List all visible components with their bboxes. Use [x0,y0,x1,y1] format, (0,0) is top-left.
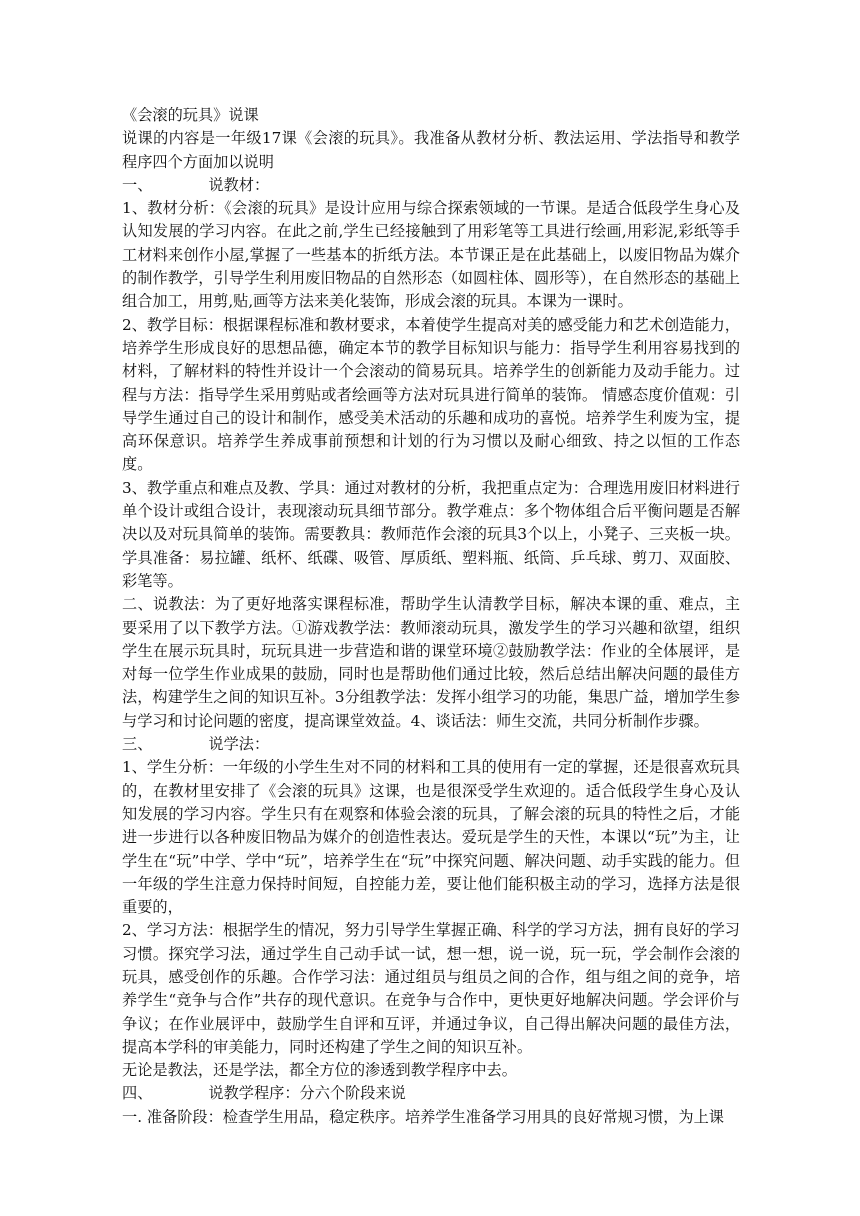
paragraph-material-analysis: 1、教材分析：《会滚的玩具》是设计应用与综合探索领域的一节课。是适合低段学生身心及认知发展的学习内容。在此之前,学生已经接触到了用彩笔等工具进行绘画,用彩泥,彩纸等手工材料来创作小屋,掌握了一些基本的折纸方法。本节课正是在此基础上，以废旧物品为媒介的制作教学，引导学生利用废旧物品的自然形态（如圆柱体、圆形等），在自然形态的基础上组合加工，用剪,贴,画等方法来美化装饰，形成会滚的玩具。本课为一课时。 [122,199,740,311]
paragraph-teaching-methods: 二、说教法：为了更好地落实课程标准，帮助学生认清教学目标，解决本课的重、难点，主要采用了以下教学方法。①游戏教学法：教师滚动玩具，激发学生的学习兴趣和欲望，组织学生在展示玩具时，玩玩具进一步营造和谐的课堂环境②鼓励教学法：作业的全体展评，是对每一位学生作业成果的鼓励，同时也是帮助他们通过比较，然后总结出解决问题的最佳方法，构建学生之间的知识互补。3分组教学法：发挥小组学习的功能，集思广益，增加学生参与学习和讨论问题的密度，提高课堂效益。4、谈话法：师生交流，共同分析制作步骤。 [122,595,740,730]
paragraph-teaching-goals: 2、教学目标：根据课程标准和教材要求，本着使学生提高对美的感受能力和艺术创造能力，培养学生形成良好的思想品德，确定本节的教学目标知识与能力：指导学生利用容易找到的材料，了解材料的特性并设计一个会滚动的简易玩具。培养学生的创新能力及动手能力。过程与方法：指导学生采用剪贴或者绘画等方法对玩具进行简单的装饰。 情感态度价值观：引导学生通过自己的设计和制作，感受美术活动的乐趣和成功的喜悦。培养学生利废为宝，提高环保意识。培养学生养成事前预想和计划的行为习惯以及耐心细致、持之以恒的工作态度。 [122,315,740,474]
paragraph-key-points: 3、教学重点和难点及教、学具：通过对教材的分析，我把重点定为：合理选用废旧材料进行单个设计或组合设计，表现滚动玩具细节部分。教学难点：多个物体组合后平衡问题是否解决以及对玩具简单的装饰。需要教具：教师范作会滚的玩具3个以上，小凳子、三夹板一块。学具准备：易拉罐、纸杯、纸碟、吸管、厚质纸、塑料瓶、纸筒、乒乓球、剪刀、双面胶、彩笔等。 [122,478,740,590]
document-body [122,104,740,1129]
doc-title: 《会滚的玩具》说课 [122,106,259,124]
paragraph-learning-methods: 2、学习方法：根据学生的情况，努力引导学生掌握正确、科学的学习方法，拥有良好的学习习惯。探究学习法，通过学生自己动手试一试，想一想，说一说，玩一玩，学会制作会滚的玩具，感受创作的乐趣。合作学习法：通过组员与组员之间的合作，组与组之间的竞争，培养学生“竞争与合作”共存的现代意识。在竞争与合作中，更快更好地解决问题。学会评价与争议；在作业展评中，鼓励学生自评和互评，并通过争议，自己得出解决问题的最佳方法，提高本学科的审美能力，同时还构建了学生之间的知识互补。 [122,921,740,1056]
section-heading-4 [122,1082,740,1105]
section-heading-3 [122,733,740,756]
section-number: 一、 [122,175,153,194]
section-heading-1 [122,174,740,197]
paragraph-preparation-stage: 一. 准备阶段：检查学生用品，稳定秩序。培养学生准备学习用具的良好常规习惯，为上课 [122,1107,724,1126]
section-number: 四、 [122,1084,153,1103]
paragraph-summary: 无论是教法，还是学法，都全方位的渗透到教学程序中去。 [122,1061,517,1080]
paragraph-student-analysis: 1、学生分析：一年级的小学生生对不同的材料和工具的使用有一定的掌握，还是很喜欢玩具的，在教材里安排了《会滚的玩具》这课，也是很深受学生欢迎的。适合低段学生身心及认知发展的学习内容。学生只有在观察和体验会滚的玩具，了解会滚的玩具的特性之后，才能进一步进行以各种废旧物品为媒介的创造性表达。爱玩是学生的天性，本课以“玩”为主，让学生在“玩”中学、学中“玩”，培养学生在“玩”中探究问题、解决问题、动手实践的能力。但一年级的学生注意力保持时间短，自控能力差，要让他们能积极主动的学习，选择方法是很重要的， [122,758,740,917]
section-title: 说学法： [208,735,270,754]
section-title: 说教材： [208,175,270,194]
intro-paragraph: 说课的内容是一年级17课《会滚的玩具》。我准备从教材分析、教法运用、学法指导和教学程序四个方面加以说明 [122,129,740,171]
section-number: 三、 [122,735,153,754]
section-title: 说教学程序：分六个阶段来说 [208,1084,406,1103]
